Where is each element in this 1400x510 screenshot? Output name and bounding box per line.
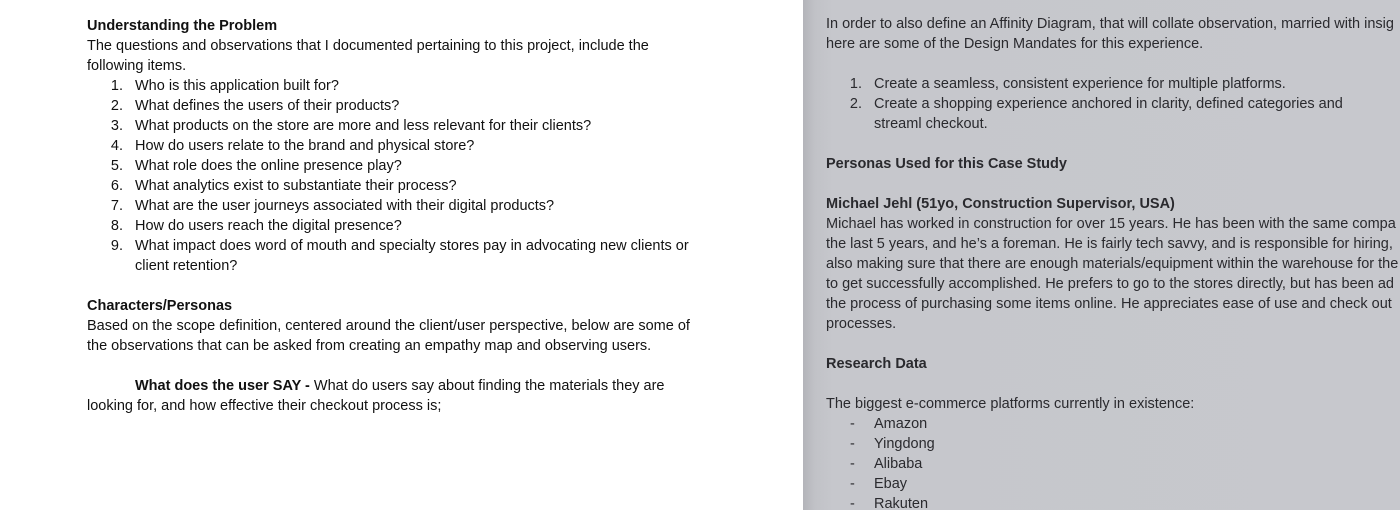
list-item-text: How do users relate to the brand and physical store? [135,138,475,154]
list-item [826,434,1400,454]
questions-list [87,76,707,276]
list-number: 3. [110,118,123,134]
personas-intro-paragraph: Based on the scope definition, centered around the client/user perspective, below are some of the observations that can be asked from creating an empathy map and observing users. [87,318,690,354]
say-paragraph [87,376,707,416]
spacer [826,334,1400,354]
platforms-list [826,414,1400,510]
list-item-text: Alibaba [874,456,923,472]
heading-research-data: Research Data [826,356,927,372]
heading-characters-personas: Characters/Personas [87,298,233,314]
persona-description-line: the process of purchasing some items online. He appreciates ease of use and check out [826,296,1392,312]
right-page-content [826,14,1400,510]
persona-description-line: Michael has worked in construction for over 15 years. He has been with the same compa [826,216,1396,232]
list-item [826,474,1400,494]
dash-bullet: - [850,436,855,452]
persona-name: Michael Jehl (51yo, Construction Supervisor, USA) [826,196,1175,212]
right-document-page [803,0,1400,510]
list-number: 4. [110,138,123,154]
design-mandates-list [826,74,1400,134]
list-number: 1. [849,76,862,92]
list-number: 5. [110,158,123,174]
spacer [826,54,1400,74]
list-item [87,236,707,276]
list-item-text: Yingdong [874,436,935,452]
spacer [826,174,1400,194]
list-item [826,494,1400,510]
list-item-text: How do users reach the digital presence? [135,218,402,234]
intro-paragraph: The questions and observations that I documented pertaining to this project, include the following items. [87,38,649,74]
list-item-text: Create a seamless, consistent experience for multiple platforms. [874,76,1286,92]
list-item-text: Who is this application built for? [135,78,339,94]
spacer [87,356,707,376]
dash-bullet: - [850,496,855,510]
list-item [87,196,707,216]
spacer [87,276,707,296]
list-item [826,454,1400,474]
list-item-text: What products on the store are more and less relevant for their clients? [135,118,592,134]
list-item-text: What impact does word of mouth and specialty stores pay in advocating new clients or client retention? [135,238,689,274]
say-text: What do users say about finding the materials they are looking for, and how effective their checkout process is; [87,378,665,414]
list-item-text: Ebay [874,476,908,492]
list-item-text: What defines the users of their products? [135,98,400,114]
left-page-content [87,16,707,416]
list-item [87,116,707,136]
list-item-text: Create a shopping experience anchored in clarity, defined categories and streaml checkout. [874,96,1343,132]
spacer [826,134,1400,154]
persona-description-line: to get successfully accomplished. He prefers to go to the stores directly, but has been ad [826,276,1394,292]
list-item-text: What role does the online presence play? [135,158,402,174]
dash-bullet: - [850,476,855,492]
list-item [87,156,707,176]
spacer [826,374,1400,394]
list-item-text: Amazon [874,416,928,432]
platforms-intro: The biggest e-commerce platforms currently in existence: [826,396,1195,412]
heading-understanding-problem: Understanding the Problem [87,18,278,34]
list-item [826,94,1386,134]
persona-description-line: processes. [826,316,897,332]
list-item [87,216,707,236]
persona-description-line: also making sure that there are enough materials/equipment within the warehouse for the [826,256,1399,272]
list-item [826,74,1386,94]
list-number: 8. [110,218,123,234]
list-number: 1. [110,78,123,94]
dash-bullet: - [850,416,855,432]
list-number: 9. [110,238,123,254]
affinity-line: In order to also define an Affinity Diagram, that will collate observation, married with insig [826,16,1394,32]
list-item-text: What analytics exist to substantiate their process? [135,178,457,194]
say-label: What does the user SAY - [135,378,310,394]
list-item [87,76,707,96]
list-item [826,414,1400,434]
dash-bullet: - [850,456,855,472]
list-number: 7. [110,198,123,214]
affinity-line: here are some of the Design Mandates for this experience. [826,36,1204,52]
persona-description-line: the last 5 years, and he’s a foreman. He is fairly tech savvy, and is responsible for hiring, [826,236,1393,252]
list-number: 6. [110,178,123,194]
list-item [87,136,707,156]
list-number: 2. [110,98,123,114]
list-item-text: What are the user journeys associated with their digital products? [135,198,555,214]
list-item [87,96,707,116]
list-item-text: Rakuten [874,496,929,510]
heading-personas-used: Personas Used for this Case Study [826,156,1067,172]
list-item [87,176,707,196]
list-number: 2. [849,96,862,112]
